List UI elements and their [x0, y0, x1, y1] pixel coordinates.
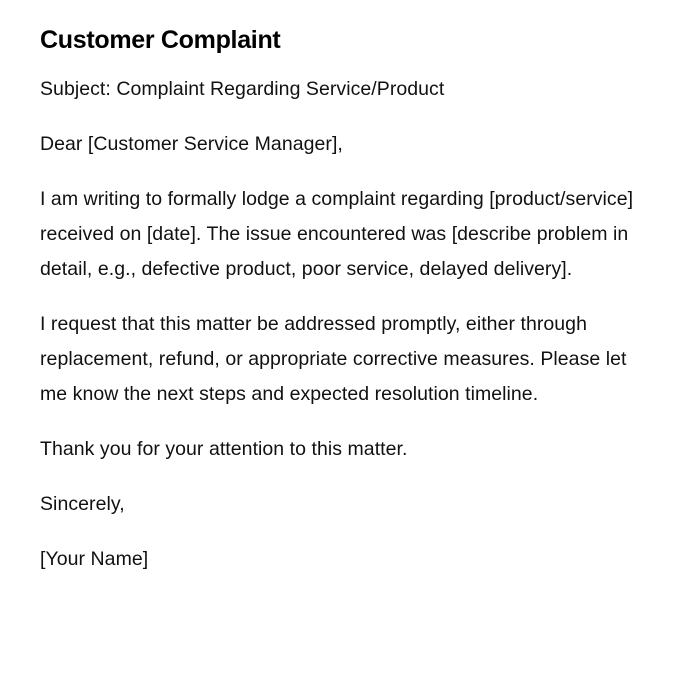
letter-document: [40, 24, 640, 597]
body-paragraph-thanks: Thank you for your attention to this matter.: [40, 438, 408, 460]
document-title: Customer Complaint: [40, 26, 281, 54]
salutation: Dear [Customer Service Manager],: [40, 133, 343, 155]
body-paragraph-request: I request that this matter be addressed promptly, either through replacement, refund, or appropriate corrective measures. Please let me know the next steps and expected resolution timeline.: [40, 313, 627, 405]
signature: [Your Name]: [40, 548, 149, 570]
body-paragraph-complaint: I am writing to formally lodge a complaint regarding [product/service] received on [date]. The issue encountered was [describe problem in detail, e.g., defective product, poor service, delayed delivery].: [40, 188, 634, 280]
closing: Sincerely,: [40, 493, 125, 515]
subject-line: Subject: Complaint Regarding Service/Product: [40, 78, 445, 100]
